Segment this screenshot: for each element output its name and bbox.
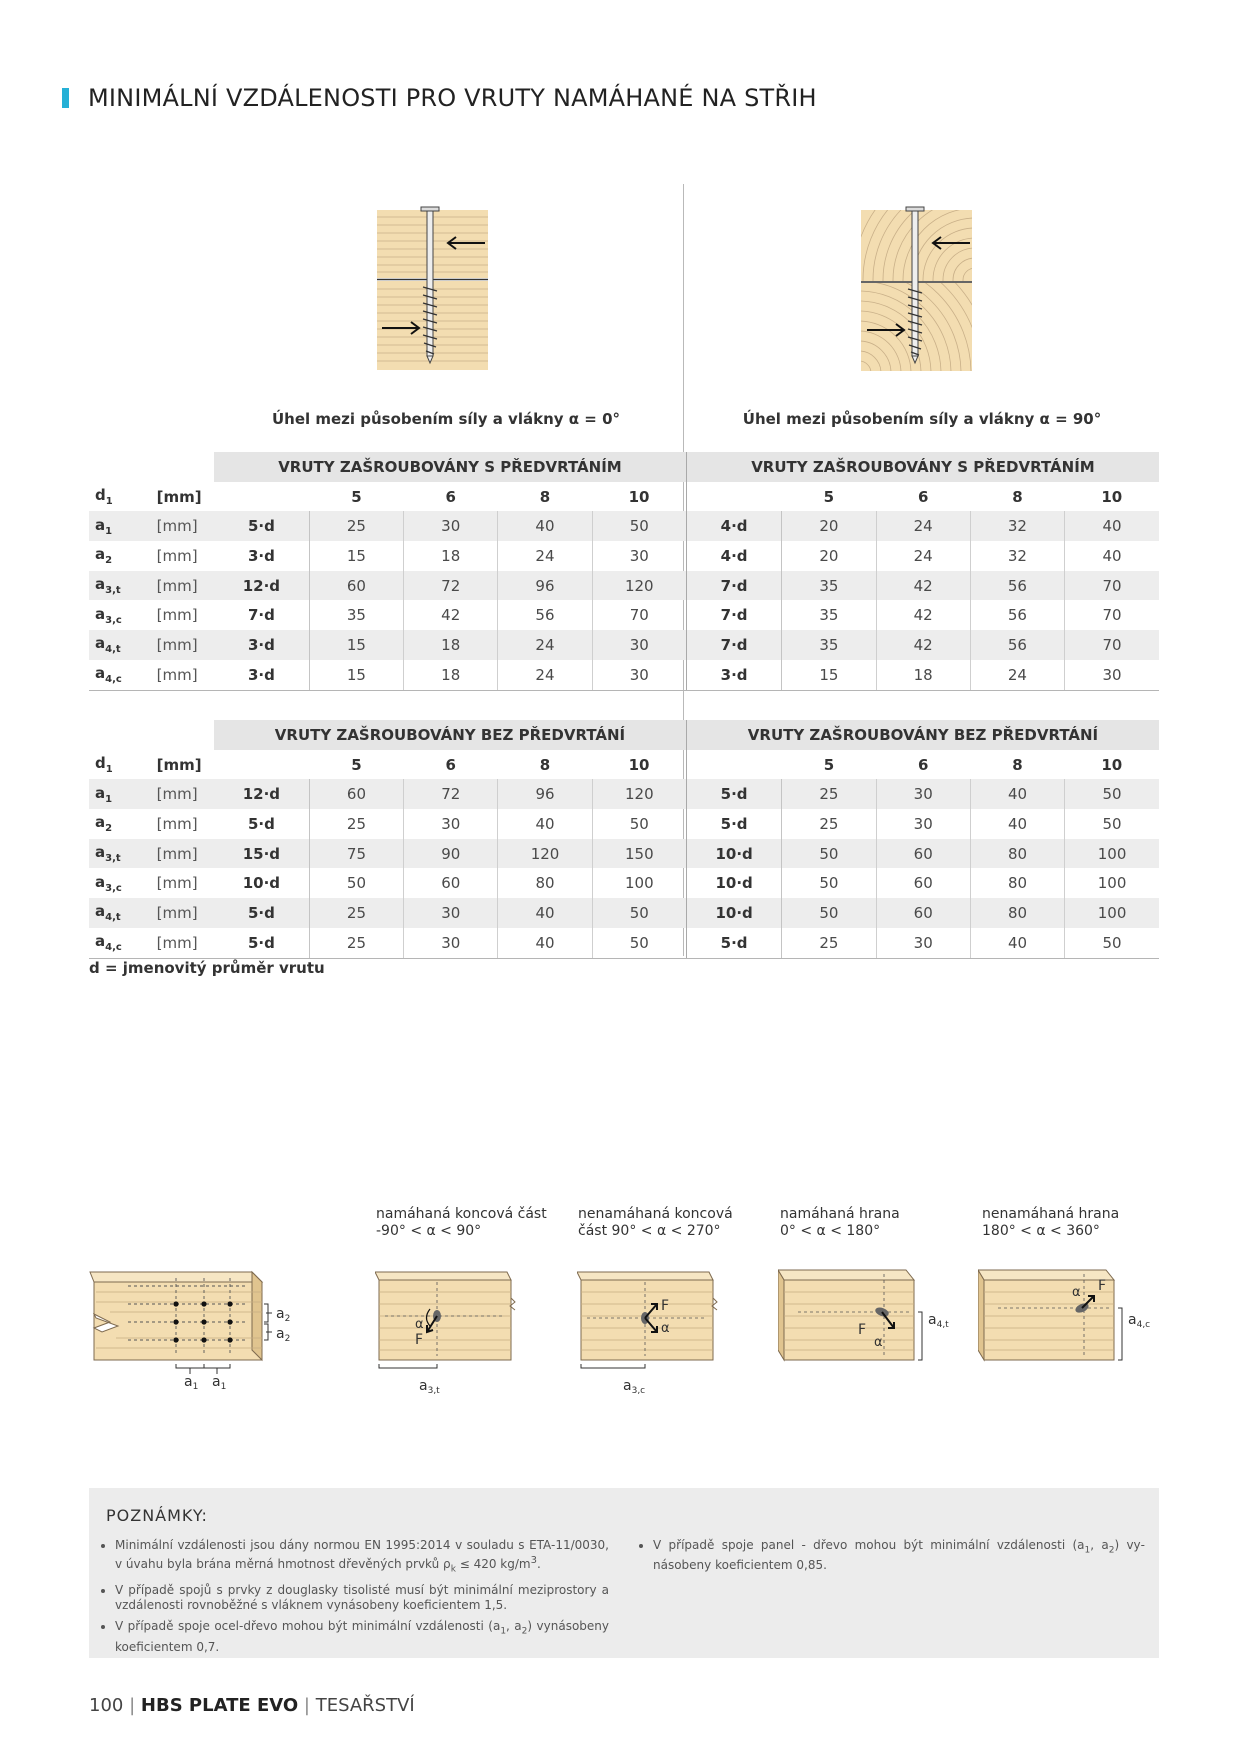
- value-cell: 60: [876, 898, 970, 928]
- distance-symbol: $a_{3,t}$: [89, 571, 155, 601]
- value-cell: 50: [592, 928, 686, 958]
- value-cell: 50: [309, 868, 403, 898]
- multiplier-cell: 10·d: [214, 868, 309, 898]
- value-cell: 50: [782, 898, 876, 928]
- unit-label: [mm]: [156, 487, 202, 506]
- value-cell: 50: [1102, 814, 1122, 833]
- multiplier-cell: 5·d: [214, 809, 309, 839]
- unit-label: [mm]: [156, 606, 198, 625]
- multiplier-cell: 3·d: [214, 630, 309, 660]
- value-cell: 35: [782, 571, 876, 601]
- value-cell: 70: [1065, 571, 1159, 601]
- multiplier-cell: 4·d: [686, 511, 781, 541]
- value-cell: 25: [309, 898, 403, 928]
- value-cell: 15: [309, 660, 403, 690]
- value-cell: 40: [970, 779, 1064, 809]
- table-row: [89, 928, 1159, 958]
- multiplier-cell: 7·d: [686, 630, 781, 660]
- value-cell: 20: [782, 511, 876, 541]
- svg-text:α: α: [661, 1321, 670, 1336]
- svg-text:F: F: [1098, 1278, 1107, 1294]
- diameter-value: 10: [592, 482, 686, 512]
- value-cell: 40: [498, 809, 592, 839]
- distance-symbol: $a_{3,c}$: [95, 872, 122, 894]
- notes-column-left: [97, 1538, 609, 1661]
- table-header-right: VRUTY ZAŠROUBOVÁNY BEZ PŘEDVRTÁNÍ: [686, 720, 1159, 750]
- table-header-row: [89, 452, 1159, 482]
- diagram-unloaded-edge-a4c: [978, 1264, 1160, 1394]
- header-spacer: [89, 720, 155, 750]
- dim-label-a1-second: $a_1$: [212, 1374, 227, 1392]
- distance-symbol: $a_{3,t}$: [89, 839, 155, 869]
- value-cell: 100: [1097, 874, 1127, 893]
- value-cell: 18: [404, 660, 498, 690]
- dim-label-a2-second: $a_2$: [276, 1326, 291, 1344]
- value-cell: 24: [876, 511, 970, 541]
- value-cell: 15: [309, 541, 403, 571]
- unit-label: [mm]: [155, 571, 214, 601]
- page-footer: 100 | HBS PLATE EVO | TESAŘSTVÍ: [89, 1695, 415, 1716]
- table-row: [89, 571, 1159, 601]
- diameter-value: 8: [1012, 755, 1023, 774]
- table-row: [89, 868, 1159, 898]
- value-cell: 100: [1065, 898, 1159, 928]
- unit-label: [mm]: [155, 928, 214, 958]
- value-cell: 30: [404, 898, 498, 928]
- distance-symbol: $a_{4,t}$: [89, 898, 155, 928]
- distance-table-not-predrilled: [89, 720, 1159, 959]
- diagram-label-loaded-edge: namáhaná hrana 0° < α < 180°: [780, 1206, 900, 1239]
- dim-label-a2: $a_2$: [276, 1306, 291, 1324]
- value-cell: 120: [592, 779, 686, 809]
- table-header-left: VRUTY ZAŠROUBOVÁNY S PŘEDVRTÁNÍM: [214, 452, 686, 482]
- value-cell: 18: [404, 541, 498, 571]
- value-cell: 30: [592, 660, 686, 690]
- distance-symbol: $a_2$: [95, 813, 113, 835]
- value-cell: 120: [592, 571, 686, 601]
- value-cell: 30: [876, 928, 970, 958]
- header-spacer: [155, 452, 214, 482]
- table-row: [89, 511, 1159, 541]
- multiplier-cell: 12·d: [214, 571, 309, 601]
- value-cell: 70: [592, 600, 686, 630]
- value-cell: 100: [592, 868, 686, 898]
- table-row: [89, 541, 1159, 571]
- table-row: [89, 809, 1159, 839]
- svg-text:a3,t: $a_{3,t}$: [419, 1378, 440, 1394]
- value-cell: 15: [309, 630, 403, 660]
- value-cell: 56: [970, 571, 1064, 601]
- value-cell: 35: [309, 600, 403, 630]
- value-cell: 40: [498, 511, 592, 541]
- value-cell: 56: [498, 600, 592, 630]
- value-cell: 50: [782, 839, 876, 869]
- multiplier-cell: 5·d: [686, 779, 781, 809]
- value-cell: 25: [782, 928, 876, 958]
- table-header-row: [89, 720, 1159, 750]
- notes-title: POZNÁMKY:: [106, 1506, 208, 1525]
- value-cell: 24: [498, 630, 592, 660]
- value-cell: 15: [782, 660, 876, 690]
- multiplier-cell: 12·d: [214, 779, 309, 809]
- value-cell: 24: [876, 541, 970, 571]
- value-cell: 30: [404, 511, 498, 541]
- table-row: [89, 630, 1159, 660]
- value-cell: 32: [970, 511, 1064, 541]
- diameter-value: 6: [917, 755, 929, 774]
- note-item: • V případě spojů s prvky z douglasky tisolisté musí být minimální meziprostory a vzdálenosti rovnoběžné s vláknem vynásobeny koeficientem 1,5.: [115, 1583, 609, 1613]
- value-cell: 30: [876, 779, 970, 809]
- value-cell: 150: [592, 839, 686, 869]
- diagram-loaded-edge-a4t: [778, 1264, 958, 1394]
- value-cell: 40: [1065, 511, 1159, 541]
- multiplier-cell: 3·d: [686, 660, 781, 690]
- header-spacer: [155, 720, 214, 750]
- diameter-value: 10: [1101, 755, 1123, 774]
- diameter-value: 8: [1012, 487, 1023, 506]
- value-cell: 24: [970, 660, 1064, 690]
- value-cell: 42: [876, 600, 970, 630]
- value-cell: 25: [782, 779, 876, 809]
- value-cell: 30: [876, 809, 970, 839]
- multiplier-cell: 5·d: [686, 809, 781, 839]
- multiplier-cell: 5·d: [686, 928, 781, 958]
- svg-text:F: F: [858, 1322, 867, 1338]
- value-cell: 35: [782, 630, 876, 660]
- unit-label: [mm]: [156, 874, 198, 893]
- multiplier-cell: 10·d: [686, 839, 781, 869]
- value-cell: 60: [876, 868, 970, 898]
- table-row: [89, 660, 1159, 690]
- value-cell: 96: [498, 779, 592, 809]
- page-number: 100: [89, 1695, 124, 1716]
- value-cell: 30: [592, 630, 686, 660]
- diagram-loaded-end-a3t: [375, 1264, 525, 1394]
- diameter-row: [89, 750, 1159, 780]
- table-header-left: VRUTY ZAŠROUBOVÁNY BEZ PŘEDVRTÁNÍ: [214, 720, 686, 750]
- diameter-value: 5: [823, 755, 835, 774]
- value-cell: 42: [404, 600, 498, 630]
- value-cell: 24: [498, 541, 592, 571]
- value-cell: 60: [876, 839, 970, 869]
- distance-symbol: $a_{4,c}$: [89, 660, 155, 690]
- section-name: TESAŘSTVÍ: [315, 1695, 415, 1716]
- value-cell: 70: [1102, 606, 1122, 625]
- value-cell: 72: [404, 571, 498, 601]
- screw-diagram-0deg: [370, 205, 500, 380]
- value-cell: 60: [309, 571, 403, 601]
- value-cell: 30: [404, 809, 498, 839]
- multiplier-cell: 10·d: [686, 898, 781, 928]
- diameter-row: [89, 482, 1159, 512]
- unit-label: [mm]: [155, 511, 214, 541]
- svg-text:F: F: [661, 1298, 670, 1314]
- value-cell: 60: [309, 779, 403, 809]
- multiplier-cell: 7·d: [214, 600, 309, 630]
- table-row: [89, 779, 1159, 809]
- svg-text:a4,c: $a_{4,c}$: [1128, 1312, 1151, 1330]
- unit-label: [mm]: [155, 839, 214, 869]
- diagram-label-unloaded-end: nenamáhaná koncová část 90° < α < 270°: [578, 1206, 733, 1239]
- value-cell: 18: [404, 630, 498, 660]
- svg-text:a4,t: $a_{4,t}$: [928, 1312, 949, 1330]
- value-cell: 30: [1065, 660, 1159, 690]
- value-cell: 40: [498, 898, 592, 928]
- value-cell: 56: [970, 600, 1064, 630]
- value-cell: 50: [592, 809, 686, 839]
- unit-label: [mm]: [155, 660, 214, 690]
- diameter-value: 5: [823, 487, 835, 506]
- value-cell: 18: [876, 660, 970, 690]
- multiplier-cell: 5·d: [214, 511, 309, 541]
- page-title: MINIMÁLNÍ VZDÁLENOSTI PRO VRUTY NAMÁHANÉ NA STŘIH: [88, 84, 817, 112]
- multiplier-cell: 4·d: [686, 541, 781, 571]
- value-cell: 80: [498, 868, 592, 898]
- unit-label: [mm]: [156, 814, 198, 833]
- angle-caption-90: Úhel mezi působením síly a vlákny α = 90°: [742, 410, 1102, 428]
- distance-symbol: $a_{3,c}$: [95, 604, 122, 626]
- value-cell: 72: [404, 779, 498, 809]
- value-cell: 25: [309, 511, 403, 541]
- table-row: [89, 839, 1159, 869]
- value-cell: 56: [970, 630, 1064, 660]
- value-cell: 50: [592, 898, 686, 928]
- unit-label: [mm]: [155, 898, 214, 928]
- note-item: • V případě spoje ocel-dřevo mohou být minimální vzdálenosti ($a_1$, $a_2$) vynásobeny koeficientem 0,7.: [115, 1619, 609, 1654]
- dim-label-a1: $a_1$: [184, 1374, 199, 1392]
- distance-symbol: $a_{4,t}$: [89, 630, 155, 660]
- value-cell: 60: [404, 868, 498, 898]
- svg-text:α: α: [874, 1335, 883, 1350]
- distance-table-predrilled: [89, 452, 1159, 691]
- multiplier-cell: 3·d: [214, 660, 309, 690]
- multiplier-cell: 7·d: [686, 600, 781, 630]
- value-cell: 42: [876, 630, 970, 660]
- title-accent-bar: [62, 88, 69, 108]
- multiplier-spacer: [214, 482, 309, 512]
- diameter-value: 6: [445, 487, 456, 506]
- value-cell: 75: [309, 839, 403, 869]
- value-cell: 90: [404, 839, 498, 869]
- diameter-symbol: $d_1$: [95, 754, 113, 776]
- svg-text:a3,c: $a_{3,c}$: [623, 1378, 646, 1394]
- diameter-value: 5: [351, 487, 362, 506]
- value-cell: 32: [970, 541, 1064, 571]
- table-row: [89, 898, 1159, 928]
- value-cell: 100: [1065, 839, 1159, 869]
- diameter-value: 5: [351, 755, 362, 774]
- value-cell: 24: [498, 660, 592, 690]
- multiplier-cell: 5·d: [214, 928, 309, 958]
- diagram-spacing-a1-a2: [88, 1264, 320, 1394]
- notes-box: [89, 1488, 1159, 1658]
- table-header-right: VRUTY ZAŠROUBOVÁNY S PŘEDVRTÁNÍM: [686, 452, 1159, 482]
- value-cell: 40: [970, 809, 1064, 839]
- unit-label: [mm]: [156, 546, 198, 565]
- value-cell: 25: [782, 809, 876, 839]
- value-cell: 50: [1065, 779, 1159, 809]
- multiplier-cell: 7·d: [686, 571, 781, 601]
- value-cell: 40: [970, 928, 1064, 958]
- diameter-value: 10: [592, 750, 686, 780]
- note-item: • V případě spoje panel - dřevo mohou být minimální vzdálenosti ($a_1$, $a_2$) vynásobeny koeficientem 0,85.: [653, 1538, 1145, 1573]
- diameter-value: 8: [539, 487, 551, 506]
- multiplier-cell: 10·d: [686, 868, 781, 898]
- notes-column-right: [635, 1538, 1145, 1579]
- diameter-symbol: $d_1$: [95, 486, 113, 508]
- diameter-value: 6: [917, 487, 929, 506]
- value-cell: 50: [782, 868, 876, 898]
- distance-symbol: $a_1$: [89, 511, 155, 541]
- multiplier-cell: 5·d: [214, 898, 309, 928]
- distance-symbol: $a_2$: [95, 545, 113, 567]
- angle-caption-0: Úhel mezi působením síly a vlákny α = 0°: [271, 410, 621, 428]
- svg-text:F: F: [415, 1332, 424, 1348]
- distance-symbol: $a_1$: [89, 779, 155, 809]
- diameter-value: 10: [1101, 487, 1123, 506]
- screw-diagram-90deg: [855, 205, 985, 380]
- unit-label: [mm]: [156, 755, 202, 774]
- note-item: • Minimální vzdálenosti jsou dány normou EN 1995:2014 v souladu s ETA-11/0030, v úvahu byla brána měrná hmotnost dřevěných prvků $\rho_k \le 420$ $kg/m^3$.: [115, 1538, 609, 1577]
- svg-text:α: α: [1072, 1285, 1081, 1300]
- value-cell: 30: [404, 928, 498, 958]
- unit-label: [mm]: [155, 779, 214, 809]
- value-cell: 80: [970, 898, 1064, 928]
- value-cell: 50: [1065, 928, 1159, 958]
- multiplier-cell: 15·d: [214, 839, 309, 869]
- distance-symbol: $a_{4,c}$: [89, 928, 155, 958]
- value-cell: 80: [970, 868, 1064, 898]
- diagram-label-unloaded-edge: nenamáhaná hrana 180° < α < 360°: [982, 1206, 1120, 1239]
- value-cell: 70: [1065, 630, 1159, 660]
- value-cell: 25: [309, 928, 403, 958]
- diameter-value: 8: [539, 755, 551, 774]
- footnote: d = jmenovitý průměr vrutu: [89, 959, 325, 977]
- diagram-unloaded-end-a3c: [577, 1264, 727, 1394]
- diameter-value: 6: [445, 755, 456, 774]
- value-cell: 80: [970, 839, 1064, 869]
- value-cell: 96: [498, 571, 592, 601]
- product-name: HBS PLATE EVO: [140, 1695, 299, 1716]
- value-cell: 120: [498, 839, 592, 869]
- multiplier-spacer: [686, 482, 781, 512]
- value-cell: 20: [782, 541, 876, 571]
- value-cell: 40: [498, 928, 592, 958]
- value-cell: 42: [876, 571, 970, 601]
- value-cell: 30: [592, 541, 686, 571]
- value-cell: 25: [309, 809, 403, 839]
- unit-label: [mm]: [155, 630, 214, 660]
- table-row: [89, 600, 1159, 630]
- value-cell: 50: [592, 511, 686, 541]
- multiplier-spacer: [686, 750, 781, 780]
- header-spacer: [89, 452, 155, 482]
- diagram-label-loaded-end: namáhaná koncová část -90° < α < 90°: [376, 1206, 547, 1239]
- svg-text:α: α: [415, 1317, 424, 1332]
- multiplier-spacer: [214, 750, 309, 780]
- value-cell: 40: [1102, 546, 1122, 565]
- multiplier-cell: 3·d: [214, 541, 309, 571]
- value-cell: 35: [782, 600, 876, 630]
